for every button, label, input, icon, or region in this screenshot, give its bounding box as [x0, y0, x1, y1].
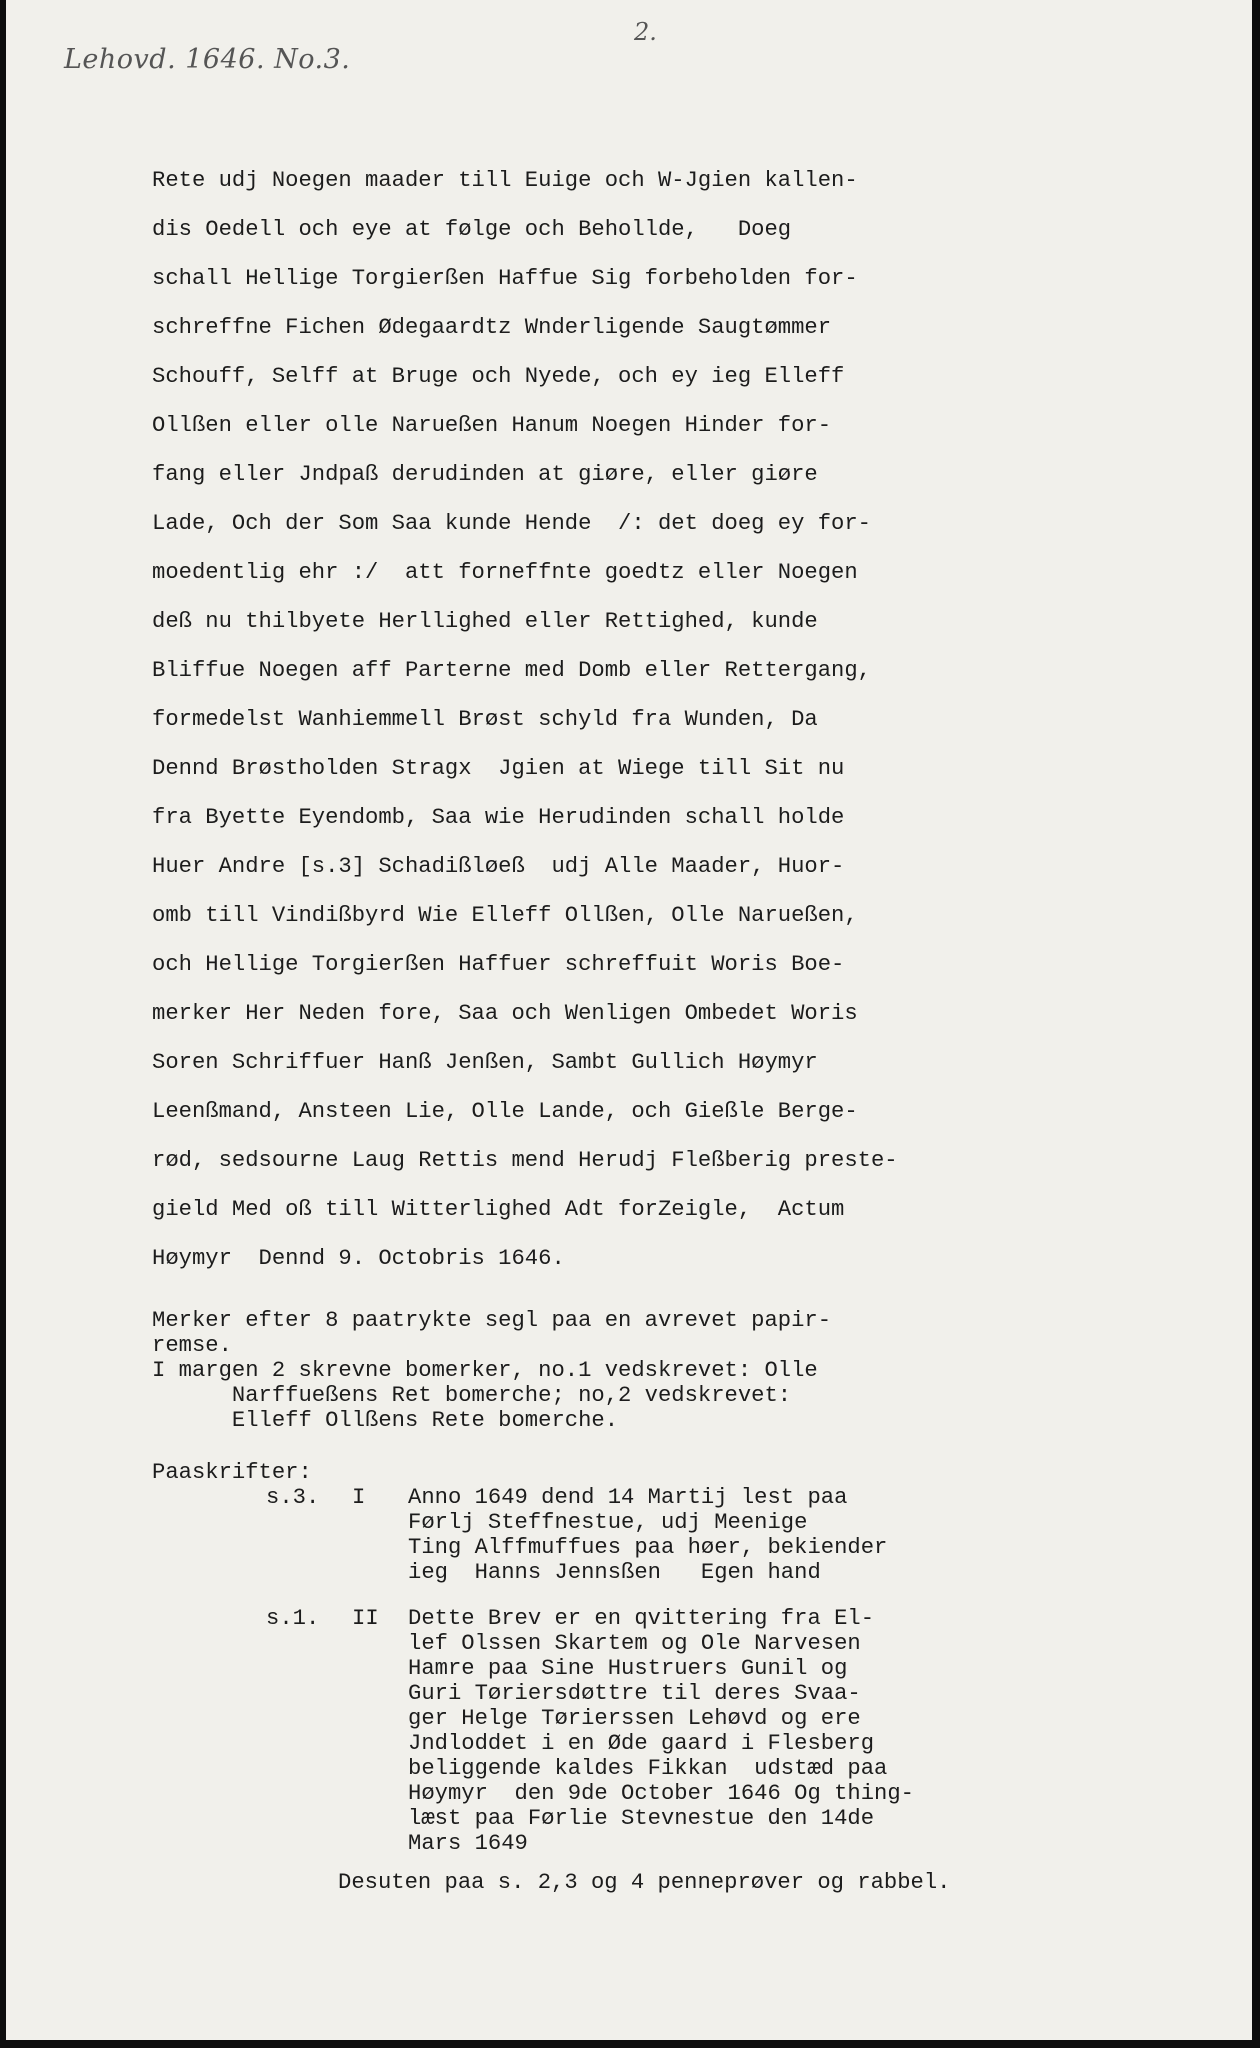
- body-line: Leenßmand, Ansteen Lie, Olle Lande, och Gießle Berge-: [152, 1099, 858, 1124]
- summary-line: remse.: [152, 1333, 232, 1358]
- endorsement-line: Mars 1649: [408, 1831, 528, 1856]
- body-line: schall Hellige Torgierßen Haffue Sig forbeholden for-: [152, 266, 858, 291]
- body-line: fra Byette Eyendomb, Saa wie Herudinden schall holde: [152, 805, 845, 830]
- document-page: [6, 0, 1252, 2040]
- endorsement-number: II: [352, 1606, 379, 1631]
- body-line: Dennd Brøstholden Stragx Jgien at Wiege till Sit nu: [152, 756, 845, 781]
- endorsement-number: I: [352, 1485, 366, 1510]
- body-line: omb till Vindißbyrd Wie Elleff Ollßen, Olle Narueßen,: [152, 903, 858, 928]
- summary-line: Elleff Ollßens Rete bomerche.: [152, 1408, 619, 1433]
- body-line: merker Her Neden fore, Saa och Wenligen Ombedet Woris: [152, 1001, 858, 1026]
- body-line: moedentlig ehr :/ att forneffnte goedtz eller Noegen: [152, 560, 858, 585]
- endorsements-heading: Paaskrifter:: [152, 1460, 312, 1485]
- body-line: Huer Andre [s.3] Schadißløeß udj Alle Maader, Huor-: [152, 854, 845, 879]
- endorsement-line: ger Helge Tørierssen Lehøvd og ere: [408, 1706, 861, 1731]
- endorsement-line: Dette Brev er en qvittering fra El-: [408, 1606, 875, 1631]
- body-line: Lade, Och der Som Saa kunde Hende /: det doeg ey for-: [152, 511, 871, 536]
- handwritten-archive-note: Lehovd. 1646. No.3.: [64, 44, 351, 75]
- endorsement-line: ieg Hanns Jennsßen Egen hand: [408, 1560, 821, 1585]
- footer-note: Desuten paa s. 2,3 og 4 penneprøver og rabbel.: [338, 1870, 951, 1895]
- body-line: rød, sedsourne Laug Rettis mend Herudj Fleßberig preste-: [152, 1148, 898, 1173]
- endorsement-text: [408, 1606, 914, 1856]
- body-line: formedelst Wanhiemmell Brøst schyld fra Wunden, Da: [152, 707, 818, 732]
- body-line: schreffne Fichen Ødegaardtz Wnderligende Saugtømmer: [152, 315, 832, 340]
- endorsement-line: Ting Alffmuffues paa høer, bekiender: [408, 1535, 888, 1560]
- endorsement-line: Jndloddet i en Øde gaard i Flesberg: [408, 1731, 875, 1756]
- body-line: och Hellige Torgierßen Haffuer schreffuit Woris Boe-: [152, 952, 845, 977]
- endorsement-line: Førlj Steffnestue, udj Meenige: [408, 1510, 808, 1535]
- endorsement-line: læst paa Førlie Stevnestue den 14de: [408, 1806, 875, 1831]
- summary-line: I margen 2 skrevne bomerker, no.1 vedskrevet: Olle: [152, 1358, 818, 1383]
- body-line: Ollßen eller olle Narueßen Hanum Noegen Hinder for-: [152, 413, 832, 438]
- body-line: Rete udj Noegen maader till Euige och W-Jgien kallen-: [152, 168, 858, 193]
- body-line: Bliffue Noegen aff Parterne med Domb eller Rettergang,: [152, 658, 871, 683]
- transcribed-letter-body: [152, 156, 1202, 1283]
- endorsement-text: [408, 1485, 887, 1585]
- body-line: fang eller Jndpaß derudinden at giøre, eller giøre: [152, 462, 818, 487]
- endorsement-line: beliggende kaldes Fikkan udstæd paa: [408, 1756, 888, 1781]
- endorsement-page-label: s.3.: [266, 1485, 320, 1510]
- page-number: 2.: [634, 18, 657, 46]
- endorsement-line: Anno 1649 dend 14 Martij lest paa: [408, 1485, 848, 1510]
- endorsement-line: Hamre paa Sine Hustruers Gunil og: [408, 1656, 848, 1681]
- endorsement-line: Guri Tøriersdøttre til deres Svaa-: [408, 1681, 861, 1706]
- body-line: Schouff, Selff at Bruge och Nyede, och ey ieg Elleff: [152, 364, 845, 389]
- seal-summary: [152, 1308, 1202, 1433]
- body-line: Høymyr Dennd 9. Octobris 1646.: [152, 1246, 565, 1271]
- body-line: dis Oedell och eye at følge och Behollde, Doeg: [152, 217, 792, 242]
- summary-line: Narffueßens Ret bomerche; no,2 vedskrevet:: [152, 1383, 792, 1408]
- endorsement-line: lef Olssen Skartem og Ole Narvesen: [408, 1631, 861, 1656]
- body-line: Soren Schriffuer Hanß Jenßen, Sambt Gullich Høymyr: [152, 1050, 818, 1075]
- endorsement-line: Høymyr den 9de October 1646 Og thing-: [408, 1781, 914, 1806]
- body-line: gield Med oß till Witterlighed Adt forZeigle, Actum: [152, 1197, 845, 1222]
- summary-line: Merker efter 8 paatrykte segl paa en avrevet papir-: [152, 1308, 832, 1333]
- endorsement-page-label: s.1.: [266, 1606, 320, 1631]
- body-line: deß nu thilbyete Herllighed eller Rettighed, kunde: [152, 609, 818, 634]
